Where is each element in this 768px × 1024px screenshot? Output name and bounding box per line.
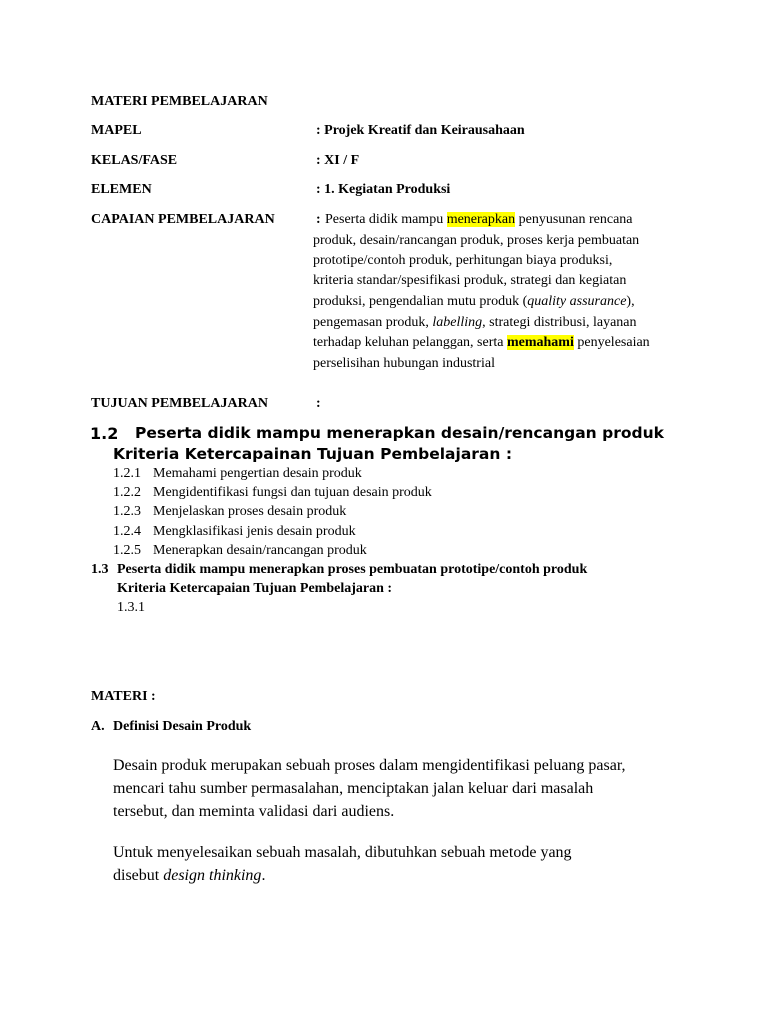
capaian-line-2: produk, desain/rancangan produk, proses kerja pembuatan <box>313 233 640 248</box>
capaian-line-7 <box>313 335 650 351</box>
kriteria-1-2-4-number: 1.2.4 <box>113 524 141 539</box>
tujuan-label: TUJUAN PEMBELAJARAN <box>91 396 268 411</box>
document-title: MATERI PEMBELAJARAN <box>91 94 268 109</box>
paragraph-1-line-1: Desain produk merupakan sebuah proses dalam mengidentifikasi peluang pasar, <box>113 757 626 774</box>
section-1-2-number: 1.2 <box>90 424 119 443</box>
capaian-text: , strategi distribusi, layanan <box>482 315 637 330</box>
tujuan-colon: : <box>316 396 321 411</box>
kriteria-1-2-2-number: 1.2.2 <box>113 485 141 500</box>
capaian-italic-term: labelling <box>432 315 483 330</box>
capaian-text: pengemasan produk, <box>313 315 433 330</box>
materi-subsection-letter: A. <box>91 719 105 734</box>
capaian-line-1 <box>325 212 633 228</box>
materi-heading: MATERI : <box>91 689 156 704</box>
capaian-line-8: perselisihan hubungan industrial <box>313 356 495 371</box>
paragraph-1-line-3: tersebut, dan meminta validasi dari audiens. <box>113 803 395 820</box>
capaian-text: penyusunan rencana <box>515 212 633 227</box>
materi-subsection-title: Definisi Desain Produk <box>113 719 252 734</box>
design-thinking-term: design thinking <box>163 867 262 884</box>
mapel-label: MAPEL <box>91 123 142 138</box>
capaian-colon: : <box>316 212 321 227</box>
capaian-text: penyelesaian <box>573 335 650 350</box>
highlight-menerapkan: menerapkan <box>446 212 516 227</box>
capaian-text: terhadap keluhan pelanggan, serta <box>313 335 507 350</box>
section-1-2-title: Peserta didik mampu menerapkan desain/rencangan produk <box>135 424 664 442</box>
section-1-3-kriteria-heading: Kriteria Ketercapaian Tujuan Pembelajaran : <box>117 581 393 596</box>
kriteria-1-3-1-number: 1.3.1 <box>117 600 145 615</box>
paragraph-text: disebut <box>113 867 164 884</box>
capaian-text: produksi, pengendalian mutu produk ( <box>313 294 528 309</box>
paragraph-2-line-1: Untuk menyelesaikan sebuah masalah, dibutuhkan sebuah metode yang <box>113 844 572 861</box>
capaian-line-3: prototipe/contoh produk, perhitungan biaya produksi, <box>313 253 613 268</box>
section-1-3-number: 1.3 <box>91 562 109 577</box>
kelas-fase-value: : XI / F <box>316 153 360 168</box>
paragraph-text: . <box>261 867 266 884</box>
mapel-value: : Projek Kreatif dan Keirausahaan <box>316 123 525 138</box>
kriteria-1-2-1-text: Memahami pengertian desain produk <box>153 466 362 481</box>
capaian-text: ), <box>626 294 635 309</box>
kriteria-1-2-5-number: 1.2.5 <box>113 543 141 558</box>
paragraph-2-line-2 <box>113 867 265 885</box>
capaian-line-6 <box>313 315 637 331</box>
kriteria-1-2-3-number: 1.2.3 <box>113 504 141 519</box>
kriteria-1-2-5-text: Menerapkan desain/rancangan produk <box>153 543 367 558</box>
capaian-line-5 <box>313 294 635 310</box>
kelas-fase-label: KELAS/FASE <box>91 153 178 168</box>
capaian-line-4: kriteria standar/spesifikasi produk, strategi dan kegiatan <box>313 273 627 288</box>
section-1-2-kriteria-heading: Kriteria Ketercapainan Tujuan Pembelajaran : <box>113 445 513 463</box>
capaian-label: CAPAIAN PEMBELAJARAN <box>91 212 275 227</box>
capaian-text: Peserta didik mampu <box>325 212 447 227</box>
kriteria-1-2-3-text: Menjelaskan proses desain produk <box>153 504 347 519</box>
capaian-italic-term: quality assurance <box>527 294 627 309</box>
paragraph-1-line-2: mencari tahu sumber permasalahan, menciptakan jalan keluar dari masalah <box>113 780 594 797</box>
section-1-3-title: Peserta didik mampu menerapkan proses pembuatan prototipe/contoh produk <box>117 562 588 577</box>
kriteria-1-2-1-number: 1.2.1 <box>113 466 141 481</box>
elemen-label: ELEMEN <box>91 182 152 197</box>
highlight-memahami: memahami <box>506 335 574 350</box>
elemen-value: : 1. Kegiatan Produksi <box>316 182 451 197</box>
kriteria-1-2-2-text: Mengidentifikasi fungsi dan tujuan desain produk <box>153 485 432 500</box>
kriteria-1-2-4-text: Mengklasifikasi jenis desain produk <box>153 524 356 539</box>
